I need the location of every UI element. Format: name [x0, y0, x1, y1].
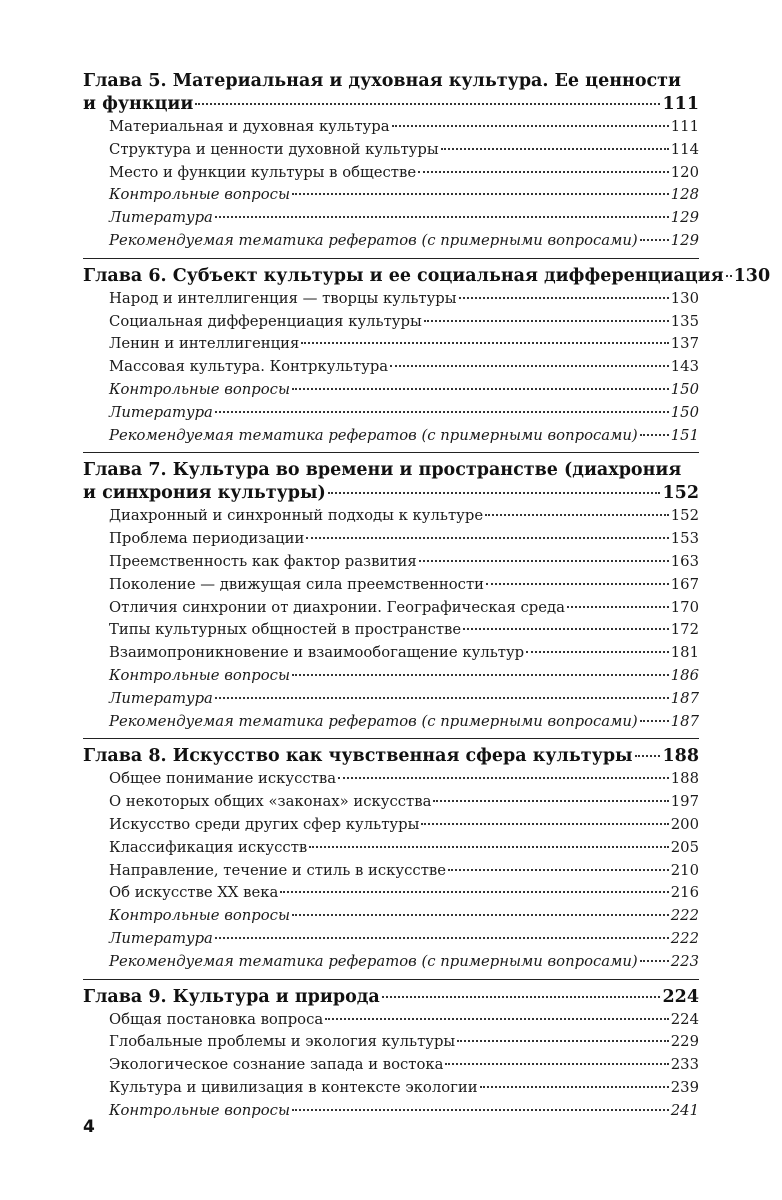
entry-title: Экологическое сознание запада и востока — [109, 1056, 444, 1074]
toc-entry[interactable] — [109, 1100, 699, 1123]
dot-leader — [390, 365, 669, 367]
dot-leader — [448, 869, 669, 871]
entry-page: 197 — [670, 793, 699, 811]
dot-leader — [445, 1063, 668, 1065]
chapter-title-line: Глава 8. Искусство как чувственная сфера культуры — [83, 746, 633, 767]
entry-title: Общее понимание искусства — [109, 770, 337, 788]
dot-leader — [292, 1109, 669, 1111]
entry-page: 187 — [670, 712, 699, 730]
dot-leader — [309, 846, 669, 848]
dot-leader — [640, 434, 669, 436]
dot-leader — [382, 996, 661, 998]
chapter-page: 224 — [662, 986, 699, 1007]
toc-entry[interactable] — [109, 791, 699, 814]
toc-entry[interactable] — [109, 1077, 699, 1100]
entry-page: 153 — [670, 530, 699, 548]
toc-entry[interactable] — [109, 162, 699, 185]
dot-leader — [463, 628, 669, 630]
toc-entry[interactable] — [109, 688, 699, 711]
dot-leader — [486, 583, 669, 585]
dot-leader — [459, 297, 669, 299]
entry-title: Глобальные проблемы и экология культуры — [109, 1033, 456, 1051]
entry-title: Народ и интеллигенция — творцы культуры — [109, 289, 457, 307]
dot-leader — [292, 193, 669, 195]
dot-leader — [418, 171, 669, 173]
toc-entry[interactable] — [109, 207, 699, 230]
toc-entry[interactable] — [109, 665, 699, 688]
chapter-title-line: Глава 7. Культура во времени и пространстве (диахрония — [83, 460, 682, 481]
entry-title: Преемственность как фактор развития — [109, 552, 417, 570]
toc-entry[interactable] — [109, 814, 699, 837]
chapter-page: 111 — [662, 94, 699, 114]
toc-entry[interactable] — [109, 951, 699, 974]
entry-title: Проблема периодизации — [109, 530, 305, 548]
entry-title: Искусство среди других сфер культуры — [109, 815, 420, 833]
entry-title: Контрольные вопросы — [109, 907, 291, 925]
dot-leader — [392, 125, 669, 127]
dot-leader — [457, 1040, 669, 1042]
chapter-title-row[interactable] — [83, 745, 699, 768]
toc-entry[interactable] — [109, 1031, 699, 1054]
entry-page: 172 — [670, 621, 699, 639]
entry-title: Социальная дифференциация культуры — [109, 312, 422, 330]
entry-page: 210 — [670, 861, 699, 879]
entry-page: 222 — [670, 907, 699, 925]
entry-page: 216 — [670, 884, 699, 902]
chapter-page: 188 — [662, 746, 699, 767]
chapter-section — [83, 258, 771, 448]
toc-entry[interactable] — [109, 505, 699, 528]
chapter-title-row[interactable] — [83, 265, 771, 288]
entry-page: 222 — [670, 929, 699, 947]
toc-entry[interactable] — [109, 402, 699, 425]
toc-entry[interactable] — [109, 333, 699, 356]
entry-page: 223 — [670, 952, 699, 970]
chapter-section — [83, 979, 699, 1123]
entry-title: Место и функции культуры в обществе — [109, 163, 417, 181]
entry-title: Диахронный и синхронный подходы к культуре — [109, 507, 484, 525]
dot-leader — [215, 411, 669, 413]
entry-page: 111 — [670, 118, 699, 135]
dot-leader — [325, 1018, 669, 1020]
entry-page: 186 — [670, 666, 699, 684]
dot-leader — [328, 492, 661, 494]
chapter-title-line: Глава 5. Материальная и духовная культура. Ее ценности — [83, 71, 681, 91]
chapter-title-line: и синхрония культуры) — [83, 483, 326, 504]
entry-title: Рекомендуемая тематика рефератов (с примерными вопросами) — [109, 712, 638, 730]
entry-title: Рекомендуемая тематика рефератов (с примерными вопросами) — [109, 426, 638, 444]
page-number: 4 — [83, 1117, 95, 1137]
entry-page: 187 — [670, 689, 699, 707]
entry-page: 128 — [670, 186, 699, 204]
dot-leader — [526, 651, 669, 653]
toc-entry[interactable] — [109, 116, 699, 139]
entry-title: Поколение — движущая сила преемственности — [109, 575, 485, 593]
entry-page: 129 — [670, 209, 699, 227]
dot-leader — [301, 342, 668, 344]
entry-page: 120 — [670, 163, 699, 181]
entry-page: 151 — [670, 426, 699, 444]
chapter-title-line: и функции — [83, 94, 194, 114]
dot-leader — [441, 148, 669, 150]
toc-entry[interactable] — [109, 184, 699, 207]
entry-page: 200 — [670, 815, 699, 833]
toc-entry[interactable] — [109, 928, 699, 951]
entry-page: 152 — [670, 507, 699, 525]
chapter-page: 130 — [733, 265, 771, 286]
toc-entry[interactable] — [109, 860, 699, 883]
entry-title: Контрольные вопросы — [109, 380, 291, 398]
entry-title: Рекомендуемая тематика рефератов (с примерными вопросами) — [109, 231, 638, 249]
chapter-page: 152 — [662, 483, 699, 504]
entry-title: Ленин и интеллигенция — [109, 335, 300, 353]
toc-entry[interactable] — [109, 597, 699, 620]
toc-entry[interactable] — [109, 528, 699, 551]
entry-title: Об искусстве XX века — [109, 884, 279, 902]
entry-title: Общая постановка вопроса — [109, 1010, 324, 1028]
dot-leader — [421, 823, 668, 825]
entry-title: Классификация искусств — [109, 838, 308, 856]
dot-leader — [567, 606, 669, 608]
entry-title: Литература — [109, 929, 213, 947]
entry-page: 130 — [670, 289, 699, 307]
dot-leader — [306, 537, 668, 539]
dot-leader — [424, 320, 669, 322]
entry-page: 137 — [670, 335, 699, 353]
dot-leader — [635, 755, 661, 757]
chapter-title-row[interactable] — [83, 482, 699, 505]
entry-title: Структура и ценности духовной культуры — [109, 140, 439, 158]
entry-title: Культура и цивилизация в контексте экологии — [109, 1078, 478, 1096]
chapter-title-row[interactable] — [83, 93, 699, 116]
entry-title: Рекомендуемая тематика рефератов (с примерными вопросами) — [109, 952, 638, 970]
dot-leader — [292, 674, 669, 676]
entry-page: 170 — [670, 598, 699, 616]
toc-entry[interactable] — [109, 311, 699, 334]
toc-entry[interactable] — [109, 356, 699, 379]
chapter-title-row[interactable] — [83, 986, 699, 1009]
entry-title: Литература — [109, 209, 213, 227]
chapter-section — [83, 738, 699, 973]
toc-entry[interactable] — [109, 230, 699, 253]
entry-page: 114 — [670, 140, 699, 158]
dot-leader — [640, 239, 669, 241]
toc-entry[interactable] — [109, 379, 699, 402]
entry-page: 129 — [670, 231, 699, 249]
entry-title: Контрольные вопросы — [109, 666, 291, 684]
entry-page: 229 — [670, 1033, 699, 1051]
toc-entry[interactable] — [109, 619, 699, 642]
dot-leader — [292, 914, 669, 916]
entry-page: 167 — [670, 575, 699, 593]
entry-page: 150 — [670, 403, 699, 421]
toc-entry[interactable] — [109, 768, 699, 791]
entry-title: Взаимопроникновение и взаимообогащение культур — [109, 644, 525, 662]
entry-page: 239 — [670, 1078, 699, 1096]
toc-entry[interactable] — [109, 551, 699, 574]
toc-entry[interactable] — [109, 882, 699, 905]
chapter-section — [83, 452, 699, 733]
entry-title: Отличия синхронии от диахронии. Географическая среда — [109, 598, 565, 616]
dot-leader — [433, 800, 668, 802]
dot-leader — [485, 514, 669, 516]
toc-entry[interactable] — [109, 1009, 699, 1032]
dot-leader — [640, 720, 669, 722]
toc-entry[interactable] — [109, 642, 699, 665]
dot-leader — [480, 1086, 669, 1088]
entry-page: 135 — [670, 312, 699, 330]
entry-title: Литература — [109, 403, 213, 421]
entry-page: 205 — [670, 838, 699, 856]
entry-page: 188 — [670, 770, 699, 788]
entry-title: Типы культурных общностей в пространстве — [109, 621, 462, 639]
entry-page: 143 — [670, 358, 699, 376]
dot-leader — [215, 216, 669, 218]
toc-entry[interactable] — [109, 711, 699, 734]
entry-title: Материальная и духовная культура — [109, 118, 390, 135]
dot-leader — [215, 697, 669, 699]
toc-entry[interactable] — [109, 139, 699, 162]
toc-entry[interactable] — [109, 288, 699, 311]
entry-page: 233 — [670, 1056, 699, 1074]
toc-entry[interactable] — [109, 905, 699, 928]
dot-leader — [419, 560, 669, 562]
dot-leader — [292, 388, 669, 390]
dot-leader — [215, 937, 669, 939]
dot-leader — [195, 103, 660, 105]
entry-title: Литература — [109, 689, 213, 707]
table-of-contents — [83, 70, 771, 1122]
entry-page: 163 — [670, 552, 699, 570]
entry-title: Контрольные вопросы — [109, 186, 291, 204]
entry-title: О некоторых общих «законах» искусства — [109, 793, 432, 811]
toc-entry[interactable] — [109, 837, 699, 860]
entry-title: Массовая культура. Контркультура — [109, 358, 389, 376]
chapter-section — [83, 70, 699, 253]
dot-leader — [338, 777, 669, 779]
dot-leader — [726, 275, 732, 277]
toc-entry[interactable] — [109, 1054, 699, 1077]
entry-page: 181 — [670, 644, 699, 662]
entry-page: 241 — [670, 1101, 699, 1119]
toc-entry[interactable] — [109, 574, 699, 597]
dot-leader — [280, 891, 668, 893]
entry-title: Контрольные вопросы — [109, 1101, 291, 1119]
entry-title: Направление, течение и стиль в искусстве — [109, 861, 446, 879]
toc-entry[interactable] — [109, 425, 699, 448]
chapter-title-line: Глава 9. Культура и природа — [83, 986, 380, 1007]
chapter-title-line: Глава 6. Субъект культуры и ее социальная дифференциация — [83, 265, 724, 286]
entry-page: 224 — [670, 1010, 699, 1028]
entry-page: 150 — [670, 380, 699, 398]
dot-leader — [640, 960, 669, 962]
